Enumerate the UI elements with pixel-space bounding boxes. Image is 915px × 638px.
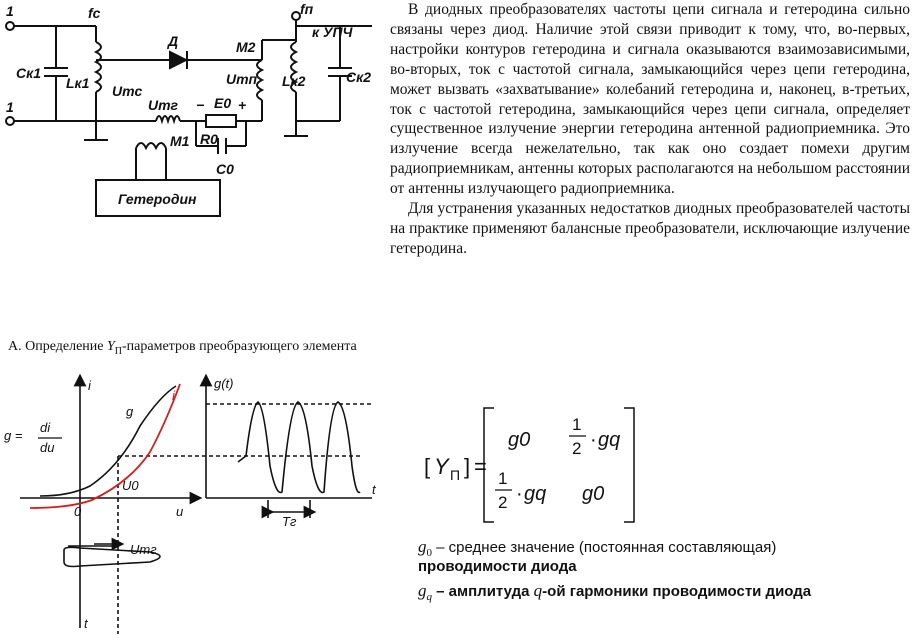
svg-text:·: · [516,483,523,505]
i-curve-label: i [172,388,175,403]
t-right-label: t [372,482,376,497]
terminal-top-label: 1 [6,3,14,19]
ck2-label: Cк2 [346,69,371,85]
matrix-lhs-symbol: Y [434,454,449,479]
intro-text [390,0,910,259]
terminal-bottom-label: 1 [6,99,14,115]
g-eq-label: g = [4,428,23,443]
du-label: du [40,440,55,455]
umg-label: Umг [148,97,179,113]
paragraph-2: Для устранения указанных недостатков диодных преобразователей частоты на практике применяют балансные преобразователи, исключающие излучение гетеродина. [390,200,910,257]
matrix-a11: g0 [508,429,531,451]
matrix-a12-var: gq [598,429,621,451]
matrix-a21-var: gq [524,483,547,505]
u-axis-label: u [176,504,184,519]
output-label: к УПЧ [312,24,353,40]
e0-label: E0 [214,95,232,111]
freq-signal-label: fс [88,5,101,21]
section-caption: А. Определение $Y_П$-параметров преобразующего элемента [8,339,357,357]
tg-label: Tг [282,514,297,529]
lk2-label: Lк2 [282,73,306,89]
u0-label: U0 [122,478,139,493]
di-label: di [40,420,51,435]
freq-if-label: fп [300,1,314,17]
gq-description: $g_q$ – амплитуда q-ой гармоники проводимости диода [418,581,812,603]
ck1-label: Cк1 [16,65,41,81]
t-axis-label: t [84,616,88,631]
svg-text:·: · [590,429,597,451]
svg-text:]: ] [464,454,471,479]
c0-label: C0 [216,161,234,177]
i-axis-label: i [88,378,91,393]
heterodyne-label: Гетеродин [118,191,197,207]
g0-description: $g_0$ – среднее значение (постоянная составляющая) [418,537,777,559]
m1-label: M1 [170,133,190,149]
svg-text:=: = [474,454,487,479]
matrix-a21-num: 1 [498,469,508,488]
svg-text:[: [ [424,454,431,479]
yp-matrix [412,404,652,526]
r0-label: R0 [200,131,218,147]
ump-label: Umп [226,71,258,87]
matrix-a22: g0 [582,483,605,505]
matrix-a12-den: 2 [572,439,582,458]
g-curve-label: g [126,404,134,419]
plus-label: + [238,97,247,113]
origin-label: 0 [74,504,82,519]
minus-label: − [196,97,205,113]
matrix-a12-num: 1 [572,415,582,434]
umc-label: Umc [112,83,143,99]
gt-axis-label: g(t) [214,376,234,391]
circuit-schematic [0,0,385,232]
matrix-a21-den: 2 [498,493,508,512]
g0-description-line2: проводимости диода [418,558,577,575]
diode-label: Д [168,33,179,49]
diode-characteristic-graph [0,366,395,638]
umg-graph-label: Umг [130,542,157,557]
matrix-lhs-sub: П [450,467,461,483]
lk1-label: Lк1 [66,75,90,91]
paragraph-1: В диодных преобразователях частоты цепи сигнала и гетеродина сильно связаны через диод. Наличие этой связи приводит к тому, что, во-первых, настройки контуров гетеродина и сигнала оказываются взаимозависимыми, во-вторых, ток с частотой сигнала, замыкающийся через цепи гетеродина, может вызвать «захватывание» колебаний гетеродина и, наконец, в-третьих, ток с частотой гетеродина, замыкающийся через цепи сигнала, определяет существенное излучение энергии гетеродина антенной радиоприемника. Это излучение всегда нежелательно, так как оно создает помехи другим радиоприемникам, антенны которых располагаются на небольшом расстоянии от антенны излучающего радиоприемника. [390,1,910,198]
m2-label: M2 [236,39,256,55]
